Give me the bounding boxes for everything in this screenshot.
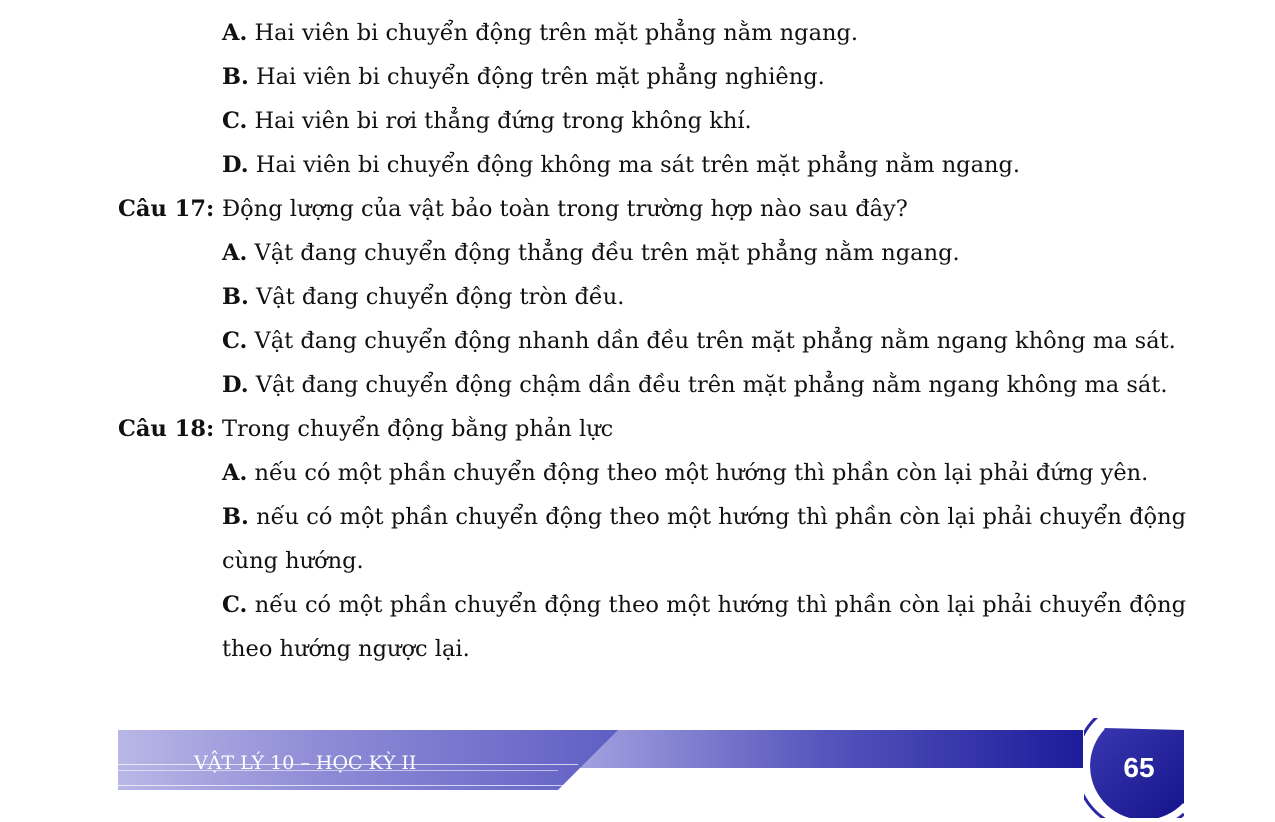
footer-title: VẬT LÝ 10 – HỌC KỲ II <box>194 752 417 774</box>
option-text: Vật đang chuyển động nhanh dần đều trên mặt phẳng nằm ngang không ma sát. <box>247 328 1176 354</box>
q16-option-d <box>222 154 1020 177</box>
option-text: nếu có một phần chuyển động theo một hướng thì phần còn lại phải chuyển động <box>247 592 1186 618</box>
option-letter: C. <box>222 592 248 618</box>
option-letter: B. <box>222 64 249 90</box>
option-text: Hai viên bi rơi thẳng đứng trong không khí. <box>247 108 752 134</box>
option-text: Vật đang chuyển động chậm dần đều trên mặt phẳng nằm ngang không ma sát. <box>248 372 1168 398</box>
q16-option-c <box>222 110 752 133</box>
option-text: Vật đang chuyển động tròn đều. <box>248 284 625 310</box>
page-footer <box>0 712 1275 822</box>
option-letter: D. <box>222 372 249 398</box>
q17-option-b <box>222 286 624 309</box>
option-text: Hai viên bi chuyển động không ma sát trên mặt phẳng nằm ngang. <box>248 152 1021 178</box>
page-number: 65 <box>1123 752 1155 783</box>
q17-option-c <box>222 330 1176 353</box>
q18-option-c-continuation: theo hướng ngược lại. <box>222 636 470 662</box>
option-text: Hai viên bi chuyển động trên mặt phẳng nghiêng. <box>248 64 825 90</box>
option-text: Hai viên bi chuyển động trên mặt phẳng nằm ngang. <box>247 20 859 46</box>
option-letter: A. <box>222 460 248 486</box>
q18-option-a <box>222 462 1148 485</box>
option-letter: D. <box>222 152 249 178</box>
q18-option-b-continuation: cùng hướng. <box>222 548 364 574</box>
option-text: nếu có một phần chuyển động theo một hướng thì phần còn lại phải chuyển động <box>248 504 1186 530</box>
q18-option-b <box>222 506 1186 529</box>
option-text: Vật đang chuyển động thẳng đều trên mặt phẳng nằm ngang. <box>247 240 960 266</box>
option-letter: A. <box>222 240 248 266</box>
option-letter: C. <box>222 108 248 134</box>
question-17-text: Động lượng của vật bảo toàn trong trường hợp nào sau đây? <box>222 196 908 222</box>
option-letter: A. <box>222 20 248 46</box>
question-18-text: Trong chuyển động bằng phản lực <box>222 416 614 442</box>
question-18-label: Câu 18: <box>118 416 215 442</box>
q16-option-b <box>222 66 825 89</box>
option-letter: C. <box>222 328 248 354</box>
option-letter: B. <box>222 504 249 530</box>
q18-option-c <box>222 594 1186 617</box>
question-17-label: Câu 17: <box>118 196 215 222</box>
q16-option-a <box>222 22 858 45</box>
q17-option-d <box>222 374 1168 397</box>
option-letter: B. <box>222 284 249 310</box>
footer-band-right <box>560 730 1083 768</box>
option-text: nếu có một phần chuyển động theo một hướng thì phần còn lại phải đứng yên. <box>247 460 1149 486</box>
q17-option-a <box>222 242 960 265</box>
